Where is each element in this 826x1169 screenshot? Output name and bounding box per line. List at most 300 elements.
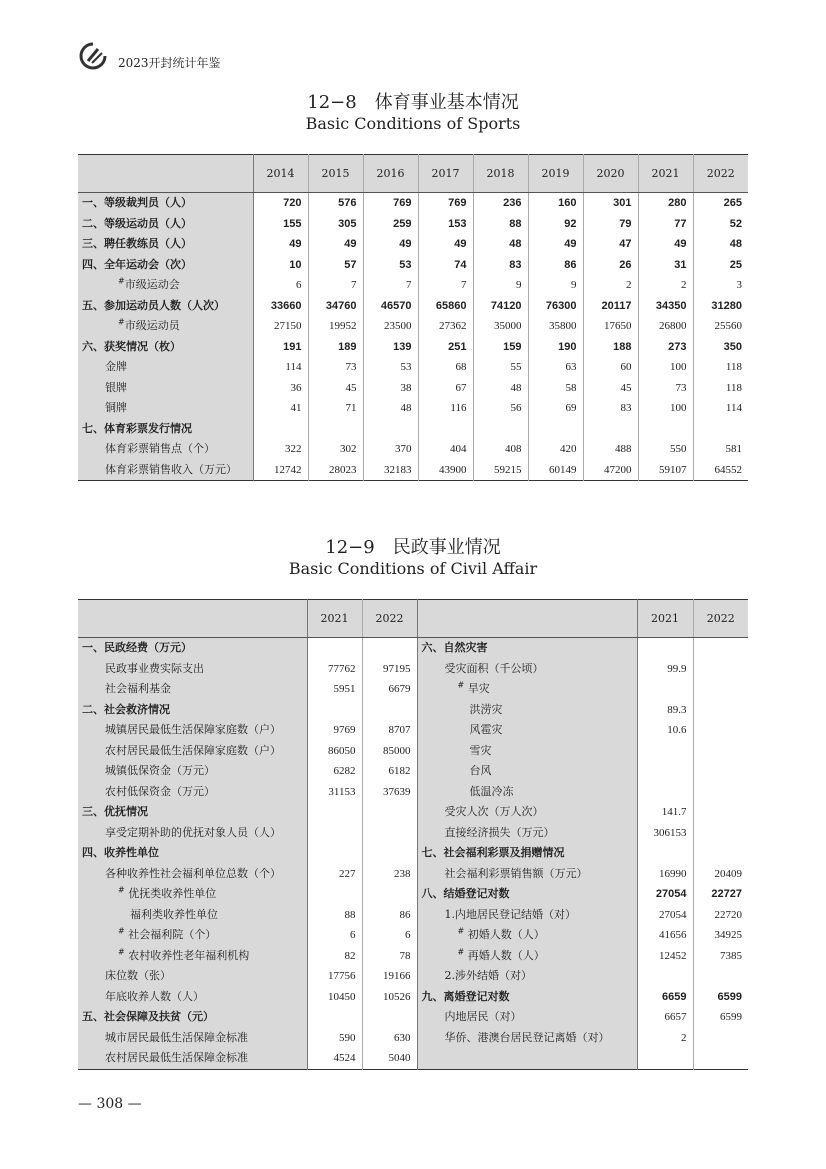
sports-value-cell <box>253 419 308 440</box>
sports-value-cell: 31280 <box>711 299 742 312</box>
sports-value-cell: 73 <box>308 357 363 378</box>
sports-table-row <box>78 378 748 399</box>
civil-right-label-text: 1.内地居民登记结婚（对） <box>444 907 576 921</box>
sports-value-cell: 265 <box>723 197 742 209</box>
sports-value-cell: 576 <box>308 193 363 214</box>
sports-table-row <box>78 316 748 337</box>
civil-left-value-2021: 9769 <box>307 720 362 741</box>
sports-value-cell: 53 <box>363 357 418 378</box>
civil-right-label <box>417 843 637 864</box>
sports-value-cell: 118 <box>725 361 742 373</box>
sports-row-label-text: 一、等级裁判员（人） <box>82 196 192 209</box>
civil-left-value-2022: 6679 <box>362 679 417 700</box>
civil-left-label-text: 社会福利基金 <box>105 682 171 695</box>
sports-year-header: 2018 <box>473 155 528 193</box>
hash-mark: # <box>118 276 125 286</box>
sports-row-label <box>78 275 253 296</box>
sports-value-cell: 49 <box>528 234 583 255</box>
civil-left-value-2022: 37639 <box>362 782 417 803</box>
sports-value-cell: 114 <box>725 402 742 414</box>
sports-value-cell: 2 <box>638 275 693 296</box>
civil-right-label <box>417 1048 637 1069</box>
civil-left-label <box>78 905 307 926</box>
civil-right-value-2022 <box>693 741 748 762</box>
sports-value-cell: 9 <box>473 275 528 296</box>
hash-mark: # <box>118 317 125 327</box>
sports-row-label <box>78 234 253 255</box>
civil-left-label-text: 城市居民最低生活保障金标准 <box>105 1030 248 1044</box>
sports-value-cell: 52 <box>729 217 742 230</box>
civil-left-label <box>78 802 307 823</box>
civil-left-value-2021 <box>307 823 362 844</box>
civil-left-value-2022 <box>362 1007 417 1028</box>
civil-right-value-2021 <box>637 966 693 987</box>
sports-value-cell: 60149 <box>528 460 583 481</box>
sports-value-cell: 76300 <box>528 296 583 317</box>
civil-right-value-2022 <box>693 761 748 782</box>
civil-right-value-2022: 20409 <box>714 867 742 880</box>
civil-year-header: 2021 <box>307 600 362 638</box>
civil-left-value-2021 <box>307 802 362 823</box>
civil-left-label <box>78 761 307 782</box>
sports-value-cell: 26800 <box>638 316 693 337</box>
civil-left-label-text: 床位数（张） <box>105 969 171 982</box>
civil-table-row <box>78 679 748 700</box>
hash-mark: # <box>457 680 465 690</box>
civil-table-row <box>78 966 748 987</box>
civil-left-value-2021 <box>307 638 362 659</box>
sports-year-header: 2019 <box>528 155 583 193</box>
sports-value-cell: 190 <box>528 337 583 358</box>
sports-year-header: 2014 <box>253 155 308 193</box>
sports-row-label <box>78 460 253 481</box>
sports-value-cell: 69 <box>528 398 583 419</box>
civil-right-value-2021: 16990 <box>637 864 693 885</box>
civil-left-label-text: 民政事业费实际支出 <box>105 661 204 675</box>
sports-value-cell: 305 <box>308 214 363 235</box>
sports-row-label-text: 市级运动会 <box>124 278 180 291</box>
sports-value-cell: 27362 <box>418 316 473 337</box>
sports-value-cell: 48 <box>473 234 528 255</box>
sports-value-cell: 48 <box>363 398 418 419</box>
sports-value-cell: 45 <box>583 378 638 399</box>
hash-mark: # <box>457 946 465 956</box>
civil-left-label <box>78 823 307 844</box>
civil-right-value-2021: 10.6 <box>637 720 693 741</box>
civil-right-label <box>417 946 637 967</box>
civil-right-value-2022: 22720 <box>714 908 742 921</box>
sports-value-cell: 153 <box>418 214 473 235</box>
sports-value-cell: 26 <box>583 255 638 276</box>
civil-right-value-2021 <box>637 1048 693 1069</box>
civil-right-value-2021: 27054 <box>637 905 693 926</box>
sports-value-cell: 43900 <box>418 460 473 481</box>
civil-right-label <box>417 1028 637 1049</box>
civil-right-value-2022 <box>693 823 748 844</box>
civil-right-value-2021 <box>637 638 693 659</box>
civil-left-value-2021: 6282 <box>307 761 362 782</box>
civil-left-value-2022: 5040 <box>362 1048 417 1069</box>
civil-right-value-2021: 306153 <box>637 823 693 844</box>
civil-right-value-2021: 6659 <box>637 987 693 1008</box>
sports-row-label <box>78 378 253 399</box>
civil-right-label <box>417 823 637 844</box>
civil-left-value-2022: 8707 <box>362 720 417 741</box>
civil-right-value-2021: 41656 <box>637 925 693 946</box>
civil-table-row <box>78 905 748 926</box>
civil-left-value-2021: 5951 <box>307 679 362 700</box>
civil-right-value-2022 <box>693 782 748 803</box>
hash-mark: # <box>118 926 125 936</box>
civil-table-row <box>78 700 748 721</box>
civil-right-label-text: 风雹灾 <box>469 723 503 736</box>
sports-value-cell: 83 <box>473 255 528 276</box>
sports-value-cell: 488 <box>583 439 638 460</box>
sports-value-cell: 259 <box>363 214 418 235</box>
civil-table-title-en: Basic Conditions of Civil Affair <box>288 559 538 578</box>
sports-value-cell: 49 <box>253 234 308 255</box>
civil-left-value-2022 <box>362 884 417 905</box>
sports-value-cell: 10 <box>253 255 308 276</box>
civil-right-value-2022 <box>693 1028 748 1049</box>
sports-row-label <box>78 316 253 337</box>
civil-right-label-text: 雪灾 <box>469 743 492 757</box>
civil-right-value-2022: 6599 <box>717 990 742 1003</box>
civil-table-row <box>78 843 748 864</box>
sports-value-cell: 236 <box>473 193 528 214</box>
civil-right-value-2022 <box>693 843 748 864</box>
sports-value-cell: 20117 <box>583 296 638 317</box>
sports-table-row <box>78 193 748 214</box>
sports-value-cell: 25560 <box>714 320 742 332</box>
sports-row-label <box>78 357 253 378</box>
sports-value-cell <box>638 419 693 440</box>
sports-row-label-text: 铜牌 <box>105 401 127 414</box>
sports-value-cell: 27150 <box>253 316 308 337</box>
sports-value-cell: 92 <box>528 214 583 235</box>
civil-left-label <box>78 925 307 946</box>
sports-value-cell: 88 <box>473 214 528 235</box>
sports-value-cell: 45 <box>308 378 363 399</box>
sports-value-cell: 118 <box>725 381 742 394</box>
sports-value-cell: 160 <box>528 193 583 214</box>
sports-value-cell: 155 <box>253 214 308 235</box>
civil-left-value-2021: 4524 <box>307 1048 362 1069</box>
civil-left-label-text: 福利类收养性单位 <box>130 907 218 921</box>
civil-left-value-2022 <box>362 843 417 864</box>
civil-right-label-text: 七、社会福利彩票及捐赠情况 <box>421 846 565 859</box>
sports-value-cell: 3 <box>736 279 742 291</box>
sports-value-cell: 86 <box>528 255 583 276</box>
civil-right-label <box>417 761 637 782</box>
civil-left-value-2022: 85000 <box>362 741 417 762</box>
civil-right-label <box>417 720 637 741</box>
civil-left-label <box>78 741 307 762</box>
sports-value-cell: 77 <box>638 214 693 235</box>
civil-table-row <box>78 761 748 782</box>
sports-value-cell: 35800 <box>528 316 583 337</box>
sports-value-cell: 7 <box>363 275 418 296</box>
civil-table-row <box>78 884 748 905</box>
sports-value-cell: 28023 <box>308 460 363 481</box>
civil-right-value-2022: 7385 <box>720 949 742 962</box>
sports-table-row <box>78 460 748 481</box>
sports-value-cell: 19952 <box>308 316 363 337</box>
civil-left-value-2022: 86 <box>362 905 417 926</box>
civil-left-label-text: 享受定期补助的优抚对象人员（人） <box>105 825 281 839</box>
civil-left-label-text: 城镇居民最低生活保障家庭数（户） <box>105 723 281 736</box>
sports-value-cell: 7 <box>308 275 363 296</box>
sports-value-cell: 65860 <box>418 296 473 317</box>
sports-value-cell: 191 <box>253 337 308 358</box>
sports-value-cell <box>473 419 528 440</box>
civil-left-value-2021 <box>307 1007 362 1028</box>
sports-value-cell: 34350 <box>638 296 693 317</box>
civil-right-label <box>417 700 637 721</box>
civil-right-label-text: 低温冷冻 <box>469 784 514 798</box>
sports-value-cell <box>693 419 748 440</box>
civil-left-value-2021: 17756 <box>307 966 362 987</box>
civil-right-value-2022: 22727 <box>711 888 742 900</box>
yearbook-logo-icon <box>78 41 108 71</box>
civil-left-value-2022: 630 <box>362 1028 417 1049</box>
sports-value-cell: 408 <box>473 439 528 460</box>
sports-value-cell: 34760 <box>308 296 363 317</box>
civil-table-row <box>78 1007 748 1028</box>
civil-table-title-cn: 12−9 民政事业情况 <box>325 537 501 558</box>
sports-table-row <box>78 214 748 235</box>
sports-row-label <box>78 255 253 276</box>
page-header <box>78 38 221 74</box>
civil-left-label <box>78 946 307 967</box>
yearbook-title: 2023开封统计年鉴 <box>118 55 221 70</box>
civil-right-label-text: 社会福利彩票销售额（万元） <box>444 866 588 880</box>
civil-left-label-text: 农村收养性老年福利机构 <box>128 948 250 962</box>
civil-left-value-2022 <box>362 638 417 659</box>
sports-value-cell: 280 <box>638 193 693 214</box>
sports-value-cell: 74120 <box>473 296 528 317</box>
civil-left-value-2022: 97195 <box>362 659 417 680</box>
sports-value-cell: 9 <box>528 275 583 296</box>
civil-left-label-text: 三、优抚情况 <box>82 805 148 818</box>
civil-left-label <box>78 1028 307 1049</box>
sports-value-cell <box>418 419 473 440</box>
sports-value-cell: 63 <box>528 357 583 378</box>
civil-table-row <box>78 638 748 659</box>
civil-right-value-2022 <box>693 638 748 659</box>
civil-left-value-2022: 19166 <box>362 966 417 987</box>
civil-table-row <box>78 741 748 762</box>
sports-value-cell: 71 <box>308 398 363 419</box>
civil-left-value-2021: 6 <box>307 925 362 946</box>
sports-value-cell: 47 <box>583 234 638 255</box>
sports-row-label-text: 体育彩票销售点（个） <box>105 442 215 455</box>
sports-value-cell: 420 <box>528 439 583 460</box>
sports-value-cell: 55 <box>473 357 528 378</box>
sports-value-cell: 720 <box>253 193 308 214</box>
civil-left-value-2022 <box>362 823 417 844</box>
civil-left-value-2022: 6 <box>362 925 417 946</box>
sports-year-header: 2021 <box>638 155 693 193</box>
civil-left-value-2021: 82 <box>307 946 362 967</box>
civil-table-row <box>78 946 748 967</box>
sports-value-cell: 58 <box>528 378 583 399</box>
sports-header-row <box>78 155 748 193</box>
civil-table-row <box>78 925 748 946</box>
sports-table-row <box>78 439 748 460</box>
civil-left-label <box>78 864 307 885</box>
sports-table-row <box>78 275 748 296</box>
sports-value-cell <box>308 419 363 440</box>
hash-mark: # <box>457 926 465 936</box>
civil-right-label-text: 九、离婚登记对数 <box>421 989 510 1003</box>
sports-row-label <box>78 439 253 460</box>
civil-right-value-2021: 99.9 <box>637 659 693 680</box>
civil-right-value-2021 <box>637 843 693 864</box>
civil-left-value-2022: 78 <box>362 946 417 967</box>
civil-table-row <box>78 987 748 1008</box>
civil-left-label-text: 社会福利院（个） <box>128 928 217 941</box>
sports-value-cell: 46570 <box>363 296 418 317</box>
civil-right-value-2022 <box>693 1048 748 1069</box>
civil-left-label <box>78 987 307 1008</box>
sports-value-cell: 251 <box>418 337 473 358</box>
sports-value-cell: 49 <box>363 234 418 255</box>
civil-left-label <box>78 1048 307 1069</box>
civil-right-value-2022 <box>693 802 748 823</box>
sports-row-label-text: 三、聘任教练员（人） <box>82 237 192 250</box>
civil-right-label-text: 直接经济损失（万元） <box>444 825 555 839</box>
sports-row-label <box>78 214 253 235</box>
civil-left-label-text: 五、社会保障及扶贫（元） <box>82 1010 214 1023</box>
sports-table-title-cn: 12−8 体育事业基本情况 <box>307 92 519 113</box>
civil-right-label <box>417 741 637 762</box>
civil-right-value-2022 <box>693 700 748 721</box>
civil-left-label <box>78 679 307 700</box>
civil-left-label <box>78 884 307 905</box>
civil-right-label <box>417 905 637 926</box>
sports-row-label <box>78 193 253 214</box>
civil-left-label <box>78 700 307 721</box>
sports-value-cell: 49 <box>308 234 363 255</box>
civil-table-row <box>78 782 748 803</box>
sports-table-row <box>78 234 748 255</box>
sports-value-cell: 159 <box>473 337 528 358</box>
civil-left-label <box>78 782 307 803</box>
sports-value-cell: 38 <box>363 378 418 399</box>
sports-row-label-text: 七、体育彩票发行情况 <box>82 421 192 435</box>
civil-header-blank-left <box>78 600 307 638</box>
sports-row-label <box>78 337 253 358</box>
sports-value-cell: 41 <box>253 398 308 419</box>
civil-table-row <box>78 659 748 680</box>
civil-left-label <box>78 720 307 741</box>
civil-right-label-text: 台风 <box>469 764 492 777</box>
sports-table-row <box>78 296 748 317</box>
sports-value-cell: 48 <box>729 238 742 250</box>
sports-value-cell: 33660 <box>253 296 308 317</box>
sports-value-cell: 60 <box>583 357 638 378</box>
civil-right-value-2021 <box>637 679 693 700</box>
civil-right-value-2022 <box>693 720 748 741</box>
civil-right-value-2021: 2 <box>637 1028 693 1049</box>
civil-left-value-2021: 590 <box>307 1028 362 1049</box>
sports-value-cell: 116 <box>418 398 473 419</box>
civil-right-label <box>417 679 637 700</box>
sports-value-cell: 68 <box>418 357 473 378</box>
civil-right-label-text: 受灾人次（万人次） <box>444 805 544 818</box>
civil-right-label-text: 六、自然灾害 <box>421 641 488 654</box>
sports-value-cell: 49 <box>418 234 473 255</box>
sports-value-cell: 83 <box>583 398 638 419</box>
sports-table-row <box>78 419 748 440</box>
sports-year-header: 2020 <box>583 155 638 193</box>
sports-value-cell: 6 <box>253 275 308 296</box>
sports-value-cell: 79 <box>583 214 638 235</box>
civil-right-label <box>417 925 637 946</box>
civil-left-label <box>78 843 307 864</box>
sports-value-cell: 302 <box>308 439 363 460</box>
sports-value-cell: 188 <box>583 337 638 358</box>
civil-right-label-text: 2.涉外结婚（对） <box>444 969 532 982</box>
civil-left-value-2021: 31153 <box>307 782 362 803</box>
sports-value-cell: 189 <box>308 337 363 358</box>
civil-left-value-2022 <box>362 802 417 823</box>
sports-value-cell: 769 <box>363 193 418 214</box>
hash-mark: # <box>118 946 125 956</box>
civil-right-value-2021: 27054 <box>637 884 693 905</box>
civil-right-label <box>417 1007 637 1028</box>
civil-year-header: 2021 <box>637 600 693 638</box>
sports-value-cell: 48 <box>473 378 528 399</box>
sports-header-blank <box>78 155 253 193</box>
civil-table-row <box>78 720 748 741</box>
sports-table-row <box>78 337 748 358</box>
civil-table-row <box>78 802 748 823</box>
sports-value-cell: 57 <box>308 255 363 276</box>
sports-value-cell: 17650 <box>583 316 638 337</box>
sports-value-cell: 350 <box>723 340 742 353</box>
civil-right-value-2022 <box>693 679 748 700</box>
sports-value-cell: 49 <box>638 234 693 255</box>
sports-value-cell: 12742 <box>253 460 308 481</box>
civil-right-label-text: 华侨、港澳台居民登记离婚（对） <box>444 1030 610 1044</box>
civil-right-value-2021: 141.7 <box>637 802 693 823</box>
sports-year-header: 2022 <box>693 155 748 193</box>
sports-value-cell: 73 <box>638 378 693 399</box>
civil-left-value-2022: 238 <box>362 864 417 885</box>
sports-value-cell: 581 <box>725 443 742 455</box>
sports-year-header: 2016 <box>363 155 418 193</box>
civil-left-label-text: 优抚类收养性单位 <box>128 887 217 900</box>
sports-value-cell: 47200 <box>583 460 638 481</box>
sports-table-row <box>78 357 748 378</box>
civil-left-value-2021: 77762 <box>307 659 362 680</box>
civil-right-label <box>417 987 637 1008</box>
civil-left-value-2022: 6182 <box>362 761 417 782</box>
sports-year-header: 2017 <box>418 155 473 193</box>
civil-right-value-2022 <box>693 659 748 680</box>
sports-value-cell <box>528 419 583 440</box>
sports-value-cell: 2 <box>583 275 638 296</box>
sports-row-label <box>78 296 253 317</box>
sports-value-cell: 64552 <box>714 463 742 476</box>
civil-right-label-text: 再婚人数（人） <box>467 948 545 962</box>
sports-value-cell: 139 <box>363 337 418 358</box>
civil-left-label <box>78 966 307 987</box>
civil-left-label-text: 四、收养性单位 <box>82 846 159 859</box>
sports-year-header: 2015 <box>308 155 363 193</box>
